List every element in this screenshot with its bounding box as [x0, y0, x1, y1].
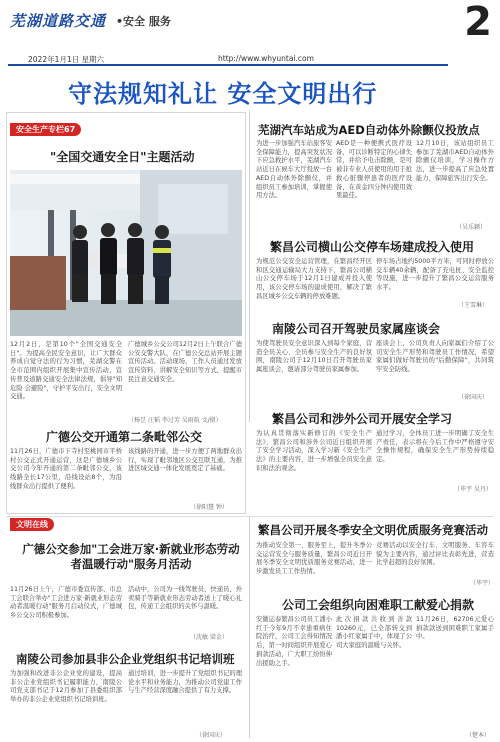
article-byline: （毕宇 吴丹）	[454, 486, 492, 493]
article-body: 为推动安全第一、服务至上，提升冬季公交运营安全与服务质量，繁昌公司近日开展冬季安全文明优质服务竞赛活动，进一步激发员工工作热情。	[256, 542, 372, 576]
article-body: 通过培训，进一步提升了党组织书记的理论水平和业务能力，为推动公司党建工作与生产经营深度融合提供了有力支撑。	[128, 670, 242, 695]
article-title: "全国交通安全日"主题活动	[50, 150, 195, 164]
article-body: 为进一步加强汽车站旅客安全保障能力，提高突发状况下应急救护水平，芜湖汽车站近日在候车大厅投放一台AED自动体外除颤仪，并组织员工参加培训，掌握使用方法。	[256, 140, 332, 200]
article-title: 繁昌公司横山公交停车场建成投入使用	[270, 240, 475, 254]
article-byline: （楚本）	[466, 732, 491, 739]
article-title: 广德公交开通第二条毗邻公交	[46, 430, 203, 444]
article-byline: （徐国庆）	[196, 732, 227, 739]
article-body: 活动中，公司为一线驾驶员、快递员、外卖骑手等新就业形态劳动者送上了暖心礼包，传递工会组织的关怀与温暖。	[128, 586, 242, 611]
issue-date: 2022年1月1日 星期六	[28, 55, 105, 64]
article-body: 为规范公交安全运营管理，在繁昌经开区和区交通运输局大力支持下，繁昌公司横山公交停车场于12月1日建成并投入使用，该公交停车场的建成使用，解决了繁昌区城乡公交车辆的停放难题。	[256, 258, 372, 300]
article-byline: （吴乐颖）	[456, 224, 487, 231]
website-url[interactable]: http://www.whyuntai.com	[218, 54, 314, 63]
article-body: 11月26日，广德市下寺村至桃园市平桥村公交正式开通运营，这是广德城乡公交公司今年开通的第二条毗邻公交，该线路全长17公里，沿线设站8个，为沿线群众出行提供了便利。	[10, 448, 122, 490]
article-byline: （杨昱 汪韬 李过芳 吴雨航 文/摄）	[128, 417, 222, 424]
photo-image	[10, 170, 242, 336]
article-body: 为加强和改进非公企业党的建设，提高非公企业党组织书记履职能力，南陵公司党支部书记于12月参加了县委组织部举办的非公企业党组织书记培训班。	[10, 670, 122, 704]
article-body: 安徽运泰繁昌公司员工潘小红于今年9月不幸患重病住院治疗，公司工会得知情况后，第一时间组织开展爱心捐款活动，广大职工纷纷伸出援助之手。	[256, 616, 332, 667]
article-body: 为认真贯彻落实新修订的《安全生产法》，繁昌公司和涉外公司近日组织开展了安全学习活动，深入学习新《安全生产法》的主要内容，进一步增强全员安全意识和法治观念。	[256, 430, 372, 472]
banner-headline: 守法规知礼让 安全文明出行	[68, 80, 378, 108]
article-title: 繁昌公司和涉外公司开展安全学习	[272, 412, 453, 426]
article-body: 为使驾驶员安全意识深入到每个家庭，营造全员关心、全员参与安全生产的良好氛围，南陵公司于12月10日召开驾驶员家属座谈会，邀请部分驾驶员家属参加。	[256, 340, 372, 374]
article-body: 该线路的开通，进一步方便了两地群众出行，实现了毗邻地区公交互联互通，为推进区域交通一体化发展奠定了基础。	[128, 448, 242, 473]
article-body: 12月10日，该站组织员工参加了芜湖市AED自动体外除颤仪培训，学习操作方法，进一步提高了应急处置能力，保障旅客出行安全。	[416, 140, 494, 182]
masthead	[0, 0, 500, 76]
article-body: 12月2日，是第10个"全国交通安全日"。为提高全民安全意识，让广大群众养成自觉守法的行为习惯，芜湖交警在全市范围内组织开展集中宣传活动，宣传普及道路交通安全法律法规，倡导"知危险 会避险"，守护平安出行，安全文明交通。	[10, 341, 122, 401]
page-number: 2	[464, 0, 492, 45]
article-body: 广德城乡公交公司12月2日上午联合广德公安交警大队，在广德公交总站开展主题宣传活动。活动现场，工作人员通过发放宣传资料、讲解安全知识等方式，提醒市民注意交通安全。	[128, 341, 242, 383]
newspaper-logo: 芜湖道路交通	[10, 12, 107, 30]
article-byline: （王雪琳）	[458, 302, 489, 309]
civility-column-label: 文明在线	[10, 518, 54, 531]
event-photo	[10, 170, 242, 336]
article-body: 11月26日上午，广德市委宣传部、市总工会联合举办"工会进万家·新就业形态劳动者温暖行动"服务月启动仪式，广德城乡公交公司积极参加。	[10, 586, 122, 620]
article-byline: （沈敏 梁金）	[190, 634, 228, 641]
section-name: •安全 服务	[116, 15, 171, 28]
column-divider	[249, 110, 250, 422]
article-body: 座谈会上，公司负责人向家属们介绍了公司安全生产形势和驾驶员工作情况，希望家属们做好驾驶员的"后勤保障"，共同筑牢安全防线。	[376, 340, 494, 374]
article-body: 此次捐款共收到善款10260元，已全部转交到潘小红家属手中，体现了公司大家庭的温暖与关怀。	[336, 616, 412, 650]
article-byline: （毕宇）	[470, 580, 495, 587]
article-byline: （徐阳慧 钟）	[190, 504, 228, 511]
article-title: 南陵公司召开驾驶员家属座谈会	[272, 322, 441, 336]
article-title: 公司工会组织向困难职工献爱心捐款	[282, 598, 475, 612]
article-byline: （徐国庆）	[458, 394, 489, 401]
section-divider	[6, 516, 494, 517]
safety-column-label: 安全生产专栏67	[10, 123, 81, 136]
article-body: 停车场占地约5000平方米，可同时停放公交车辆40余辆，配备了充电桩、安全监控等设施，进一步提升了繁昌公交运营服务水平。	[376, 258, 494, 292]
article-title: 广德公交参加"工会进万家·新就业形态劳动者温暖行动"服务月活动	[22, 542, 240, 571]
article-body: 竞赛活动以安全行车、文明服务、车容车貌为主要内容，通过评比表彰先进，营造比学赶超的良好氛围。	[376, 542, 494, 567]
article-title: 南陵公司参加县非公企业党组织书记培训班	[16, 652, 235, 666]
column-divider	[249, 516, 250, 738]
article-body: 通过学习，全体员工进一步明确了安全生产责任，表示将在今后工作中严格遵守安全操作规程，确保安全生产形势持续稳定。	[376, 430, 494, 464]
article-title: 繁昌公司开展冬季安全文明优质服务竞赛活动	[258, 523, 488, 537]
article-body: 11月26日，62706元爱心捐款款送到困难职工家属手中。	[416, 616, 494, 641]
article-title: 芜湖汽车站成为AED自动体外除颤仪投放点	[258, 123, 480, 137]
masthead-rule	[8, 64, 448, 66]
article-body: AED是一种便携式医疗设备，可以诊断特定的心律失常，并给予电击除颤，是可被非专业人员使用的用于抢救心脏骤停患者的医疗设备，在黄金四分钟内使用效果最佳。	[336, 140, 412, 200]
